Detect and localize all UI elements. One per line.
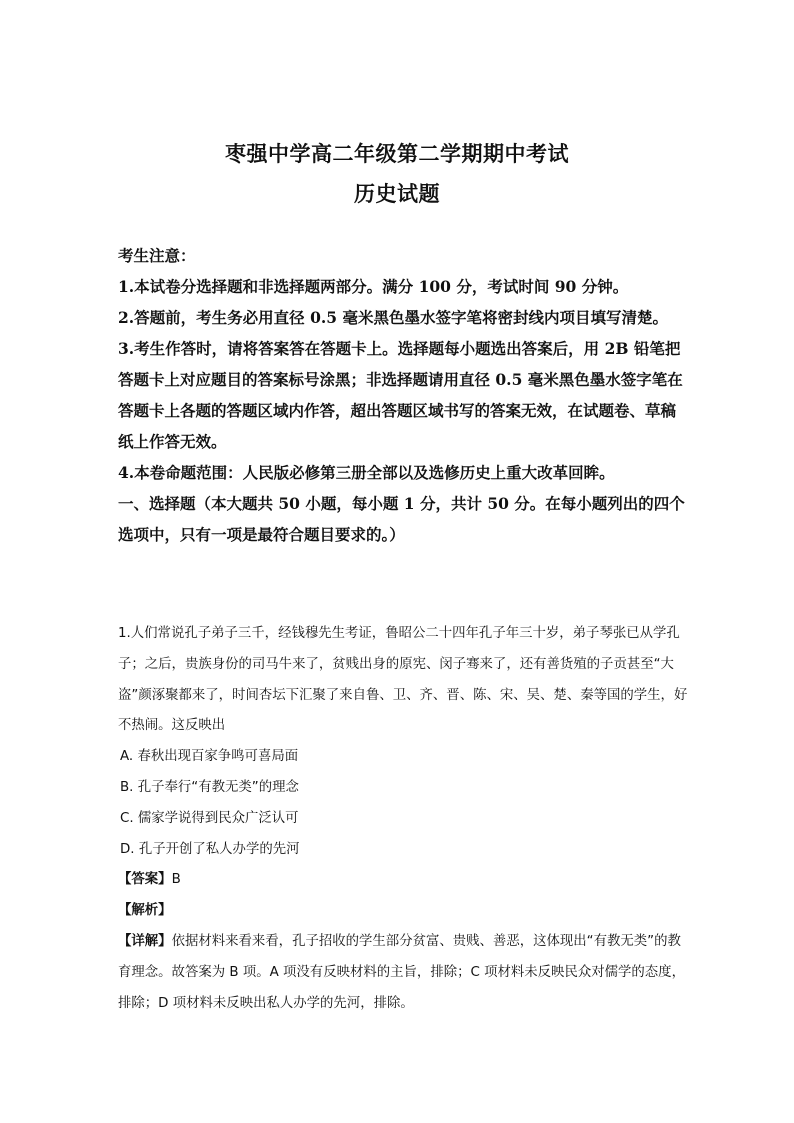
note-item-2: 2.答题前，考生务必用直径 0.5 毫米黑色墨水签字笔将密封线内项目填写清楚。 [118,308,668,327]
answer-tag: 【答案】 [118,872,172,888]
answer-value: B [171,872,181,888]
option-d: D. 孔子开创了私人办学的先河 [120,841,300,857]
analysis-tag: 【解析】 [118,903,172,919]
option-b: B. 孔子奉行“有教无类”的理念 [120,779,299,795]
detail-tag: 【详解】 [118,933,172,949]
answer-line [118,865,690,896]
note-item-1: 1.本试卷分选择题和非选择题两部分。满分 100 分，考试时间 90 分钟。 [118,277,629,296]
detail-paragraph [118,927,690,1019]
option-c: C. 儒家学说得到民众广泛认可 [120,810,299,826]
exam-title: 枣强中学高二年级第二学期期中考试 [225,141,569,166]
option-a: A. 春秋出现百家争鸣可喜局面 [120,749,299,765]
question-stem: 1.人们常说孔子弟子三千，经钱穆先生考证，鲁昭公二十四年孔子年三十岁，弟子琴张已从学孔子；之后，贵族身份的司马牛来了，贫贱出身的原宪、闵子骞来了，还有善货殖的子贡甚至“大盗”颜涿聚都来了，时间杏坛下汇聚了来自鲁、卫、齐、晋、陈、宋、吴、楚、秦等国的学生，好不热闹。这反映出 [118,626,688,734]
detail-text: 依据材料来看来看，孔子招收的学生部分贫富、贵贱、善恶，这体现出“有教无类”的教育理念。故答案为 B 项。A 项没有反映材料的主旨，排除；C 项材料未反映民众对儒学的态度，排除；D 项材料未反映出私人办学的先河，排除。 [118,933,685,1011]
note-item-3: 3.考生作答时，请将答案答在答题卡上。选择题每小题选出答案后，用 2B 铅笔把答题卡上对应题目的答案标号涂黑；非选择题请用直径 0.5 毫米黑色墨水签字笔在答题卡上各题的答题区域内作答，超出答题区域书写的答案无效，在试题卷、草稿纸上作答无效。 [118,339,683,451]
section-heading: 一、选择题（本大题共 50 小题，每小题 1 分，共计 50 分。在每小题列出的四个选项中，只有一项是最符合题目要求的。） [118,494,685,544]
question-1 [118,619,690,1019]
notes-heading: 考生注意： [118,246,196,265]
subject-title: 历史试题 [354,181,440,206]
note-item-4: 4.本卷命题范围：人民版必修第三册全部以及选修历史上重大改革回眸。 [118,463,615,482]
exam-notes [118,240,688,550]
